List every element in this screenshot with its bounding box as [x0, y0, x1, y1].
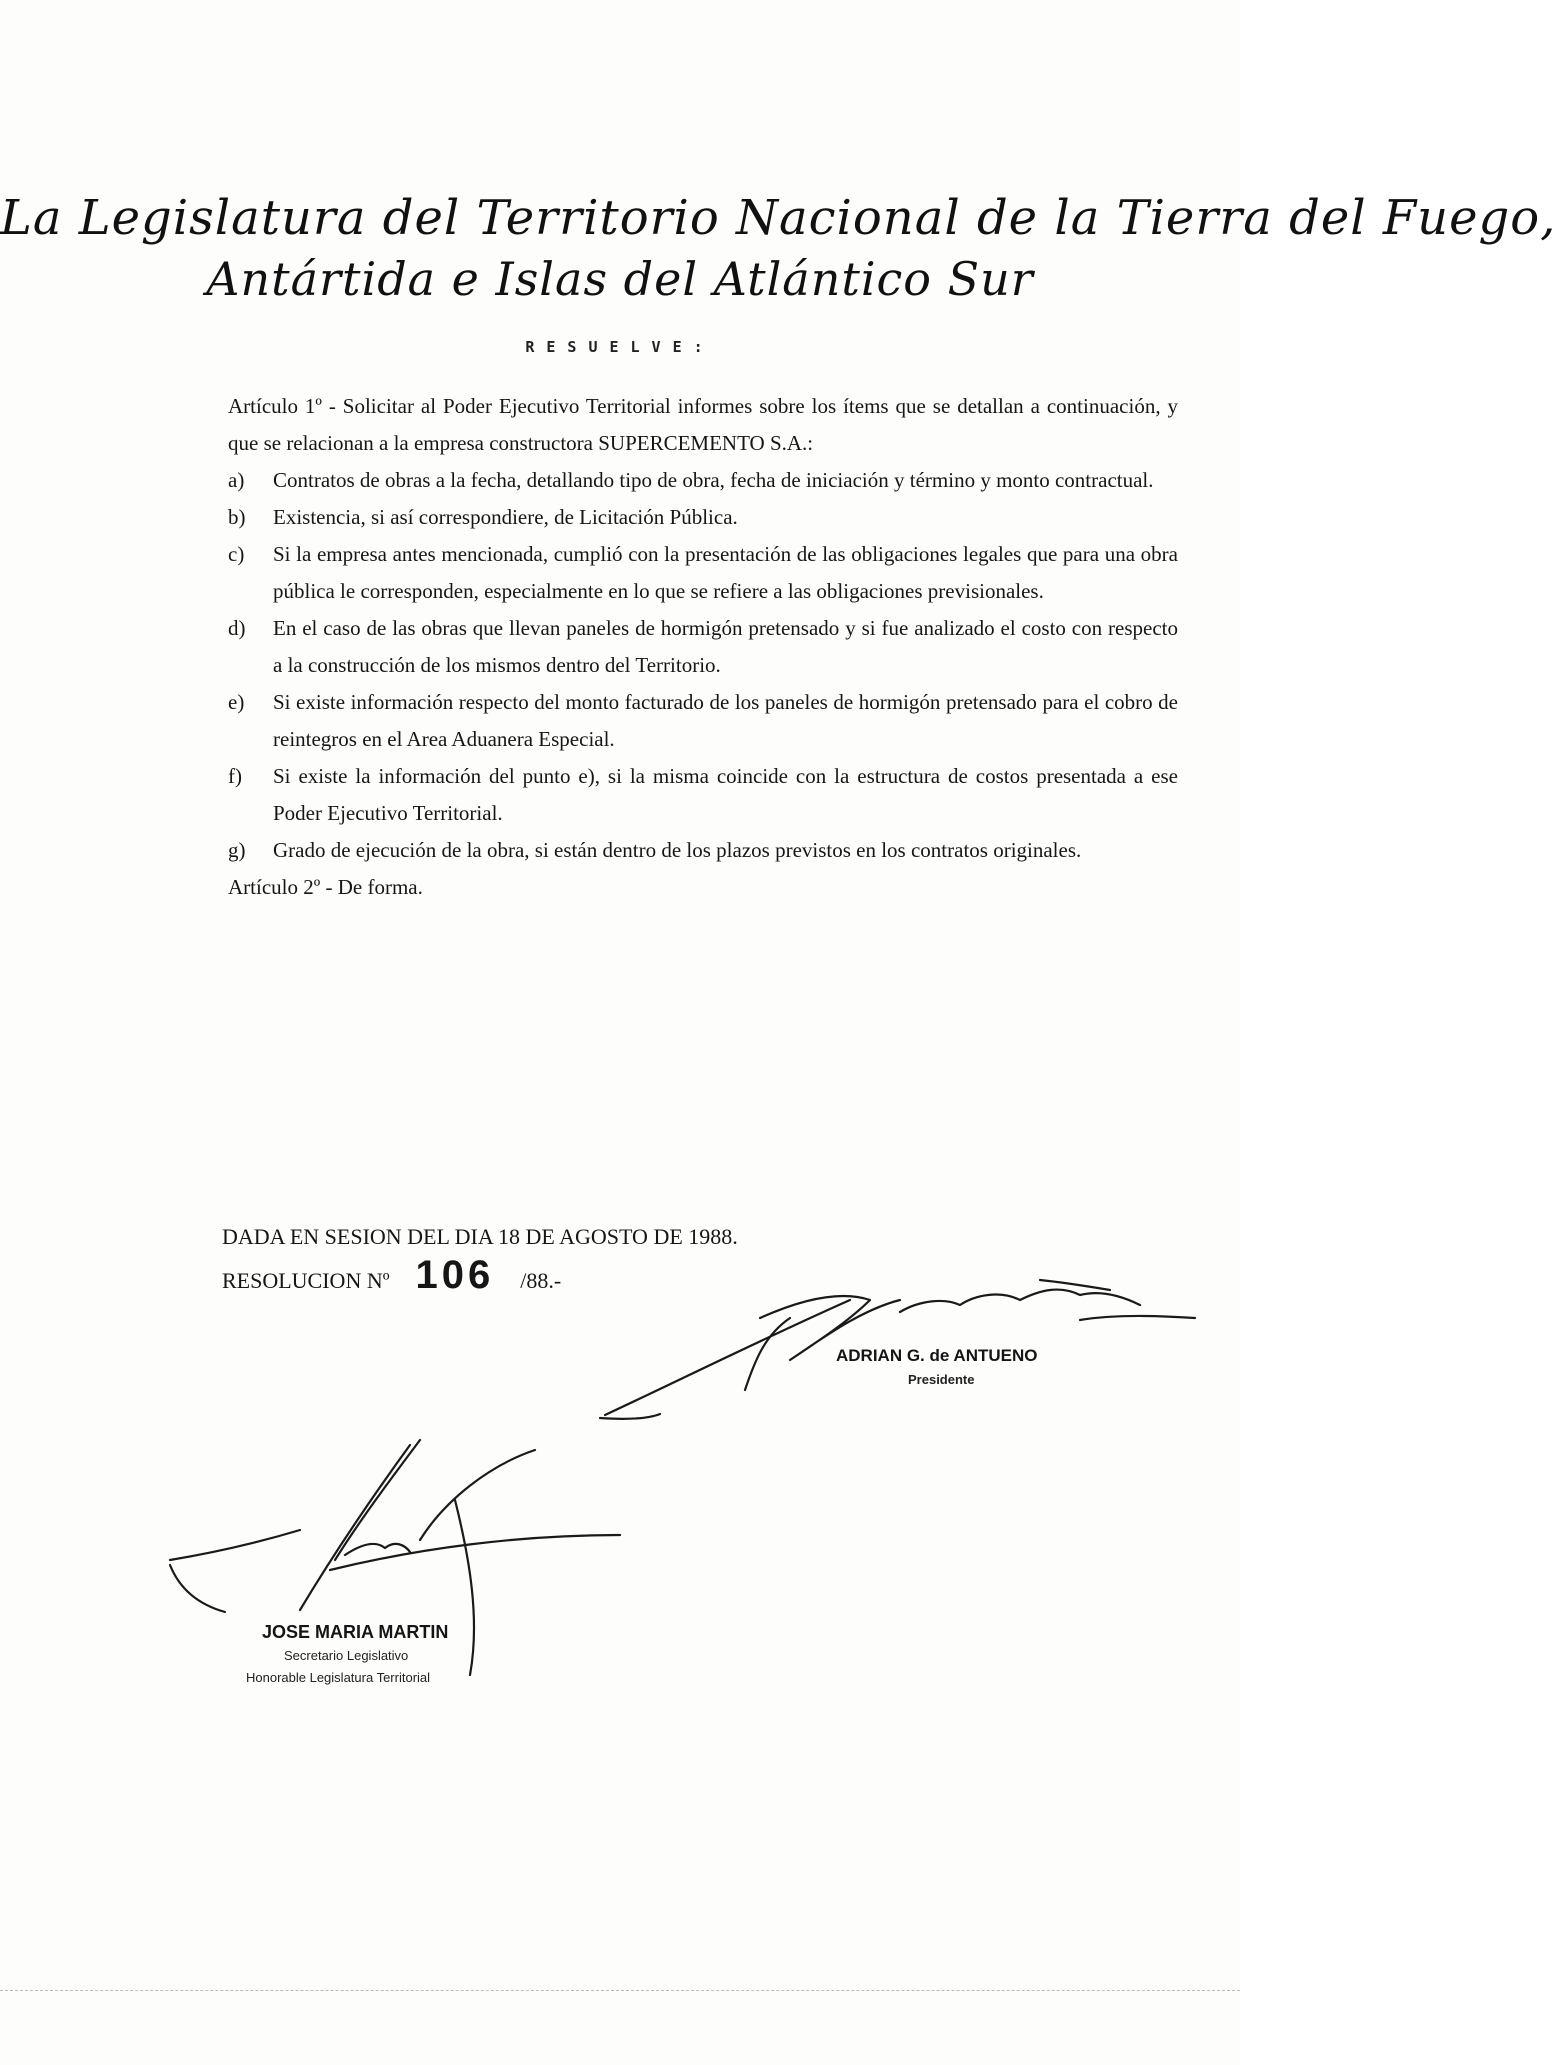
- resolution-label: RESOLUCION Nº: [222, 1268, 390, 1293]
- signature-2-stroke: [455, 1500, 474, 1675]
- item-text: Existencia, si así correspondiere, de Licitación Pública.: [273, 505, 738, 529]
- letterhead-line-2: Antártida e Islas del Atlántico Sur: [206, 252, 1034, 306]
- item-text: Si la empresa antes mencionada, cumplió con la presentación de las obligaciones legales que para una obra pública le corresponden, especialmente en lo que se refiere a las obligaciones previsionales.: [273, 542, 1178, 603]
- signature-2-stroke: [420, 1450, 535, 1540]
- signature-1-stroke: [1040, 1280, 1110, 1290]
- item-text: Grado de ejecución de la obra, si están dentro de los plazos previstos en los contratos originales.: [273, 838, 1082, 862]
- item-text: En el caso de las obras que llevan paneles de hormigón pretensado y si fue analizado el costo con respecto a la construcción de los mismos dentro del Territorio.: [273, 616, 1178, 677]
- item-label: d): [228, 616, 246, 640]
- signatory-2-title: Secretario Legislativo: [284, 1648, 409, 1663]
- article-2: Artículo 2º - De forma.: [228, 875, 423, 899]
- signature-1-stroke: [1080, 1316, 1195, 1320]
- signature-2-stroke: [300, 1445, 410, 1610]
- bottom-divider: [0, 1990, 1240, 1991]
- item-text: Si existe información respecto del monto facturado de los paneles de hormigón pretensado para el cobro de reintegros en el Area Aduanera Especial.: [273, 690, 1178, 751]
- item-label: c): [228, 542, 245, 566]
- resolution-year: /88.-: [520, 1268, 562, 1293]
- item-label: e): [228, 690, 245, 714]
- signature-1-stroke: [600, 1414, 660, 1419]
- item-text: Si existe la información del punto e), si la misma coincide con la estructura de costos presentada a ese Poder Ejecutivo Territorial.: [273, 764, 1178, 825]
- signature-1-stroke: [605, 1300, 850, 1415]
- signature-2-stroke: [335, 1440, 420, 1560]
- signature-2-stroke: [345, 1544, 410, 1555]
- item-label: f): [228, 764, 242, 788]
- article-1-intro: Artículo 1º - Solicitar al Poder Ejecutivo Territorial informes sobre los ítems que se detallan a continuación, y que se relacionan a la empresa constructora SUPERCEMENTO S.A.:: [228, 394, 1178, 455]
- signatory-2-name: JOSE MARIA MARTIN: [262, 1622, 449, 1642]
- item-text: Contratos de obras a la fecha, detallando tipo de obra, fecha de iniciación y término y monto contractual.: [273, 468, 1154, 492]
- letterhead-line-1: La Legislatura del Territorio Nacional de la Tierra del Fuego,: [0, 190, 1556, 246]
- item-label: b): [228, 505, 246, 529]
- resuelve-heading: RESUELVE:: [525, 338, 715, 356]
- signatory-2-institution: Honorable Legislatura Territorial: [246, 1670, 431, 1685]
- signature-1-stroke: [900, 1290, 1140, 1312]
- resolution-number: 106: [415, 1253, 495, 1297]
- signatory-1-name: ADRIAN G. de ANTUENO: [836, 1346, 1038, 1365]
- signatory-1-title: Presidente: [908, 1372, 975, 1387]
- item-label: g): [228, 838, 246, 862]
- signature-2-stroke: [170, 1530, 300, 1560]
- session-date: DADA EN SESION DEL DIA 18 DE AGOSTO DE 1988.: [222, 1224, 738, 1249]
- signature-2-stroke: [330, 1535, 620, 1570]
- signature-1-stroke: [745, 1318, 790, 1390]
- item-label: a): [228, 468, 245, 492]
- signature-2-stroke: [170, 1565, 225, 1612]
